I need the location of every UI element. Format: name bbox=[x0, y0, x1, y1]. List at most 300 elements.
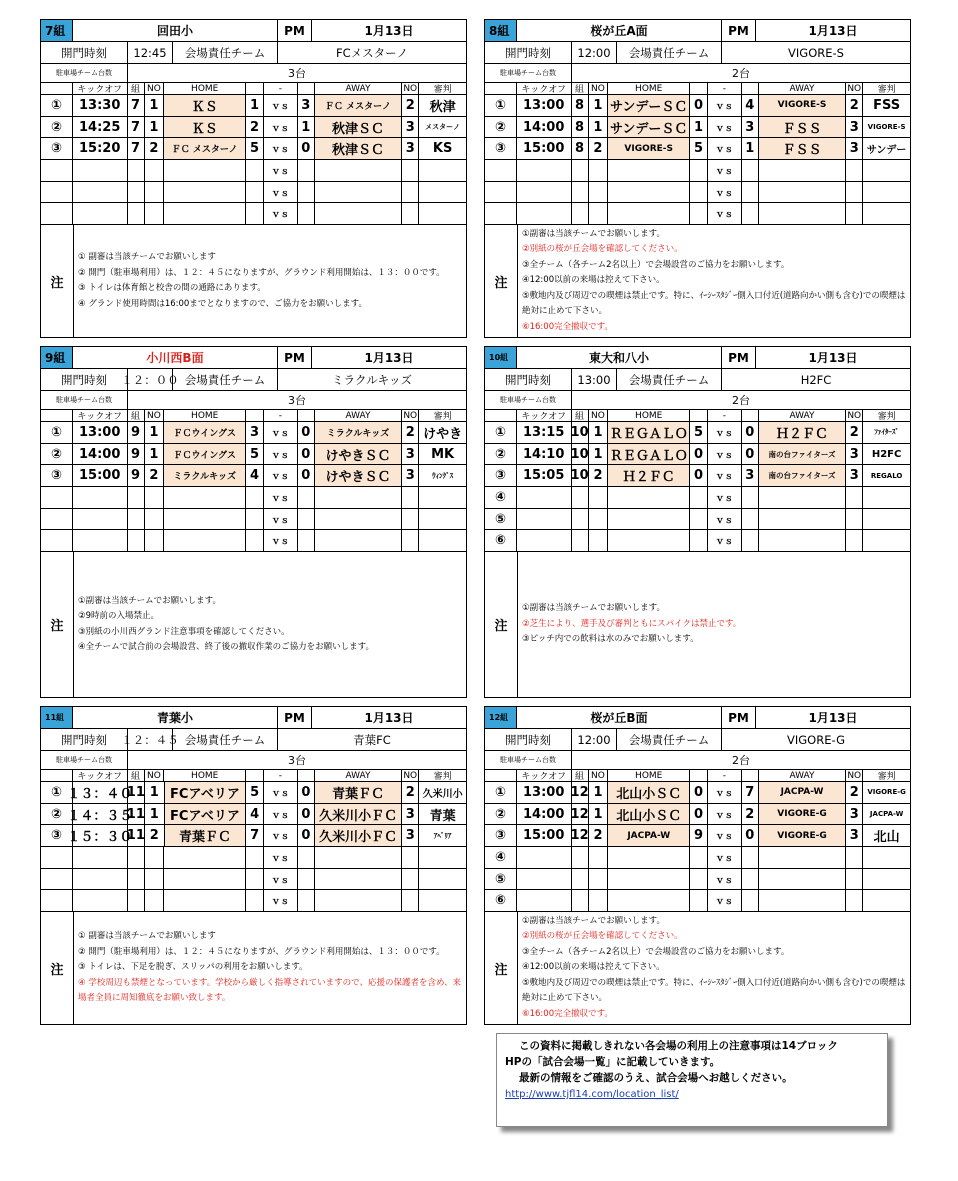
col-blank bbox=[485, 83, 517, 94]
note-line: ②9時前の入場禁止。 bbox=[78, 611, 160, 622]
match-away bbox=[315, 182, 403, 203]
match-hs bbox=[690, 509, 708, 530]
match-hs bbox=[246, 487, 264, 508]
match-away: VIGORE-S bbox=[759, 95, 847, 116]
match-g bbox=[572, 530, 589, 551]
note-line: ③全チーム（各チーム2名以上）で会場設営のご協力をお願いします。 bbox=[522, 259, 790, 270]
col-ref: 審判 bbox=[433, 85, 452, 95]
col-no: NO bbox=[145, 410, 165, 421]
match-ref bbox=[863, 530, 910, 551]
match-home: ＲＥＧＡＬＯ bbox=[608, 422, 690, 443]
match-home bbox=[608, 182, 690, 203]
match-num: ② bbox=[485, 444, 517, 465]
responsible-team: 青葉FC bbox=[353, 732, 391, 747]
match-time: 13:00 bbox=[73, 422, 128, 443]
block-header bbox=[41, 20, 466, 42]
match-hs bbox=[690, 487, 708, 508]
match-home bbox=[164, 530, 246, 551]
match-ref bbox=[419, 530, 466, 551]
match-n: 2 bbox=[589, 465, 609, 486]
match-num bbox=[41, 487, 73, 508]
open-info-row bbox=[485, 369, 910, 391]
notes-text bbox=[74, 552, 466, 697]
col-dash: - bbox=[708, 83, 742, 94]
match-hs bbox=[246, 160, 264, 181]
match-g bbox=[128, 890, 145, 911]
match-row bbox=[41, 804, 466, 826]
match-ref bbox=[863, 890, 910, 911]
match-num: ② bbox=[41, 117, 73, 138]
match-hs: 0 bbox=[690, 782, 708, 803]
match-g: 7 bbox=[128, 138, 145, 159]
session-label: PM bbox=[722, 347, 756, 368]
col-group: 組 bbox=[128, 770, 145, 781]
match-n: 1 bbox=[145, 117, 165, 138]
match-as: 0 bbox=[742, 422, 759, 443]
match-ref: 青葉 bbox=[429, 808, 456, 824]
notes-section bbox=[41, 912, 466, 1024]
match-n: 1 bbox=[145, 804, 165, 825]
match-an: 2 bbox=[402, 782, 419, 803]
match-an bbox=[846, 182, 863, 203]
venue-name: 回田小 bbox=[73, 20, 278, 41]
match-away: ミラクルキッズ bbox=[315, 422, 403, 443]
match-g bbox=[128, 869, 145, 890]
match-away: Ｈ２ＦＣ bbox=[759, 422, 847, 443]
note-line: ①副審は当該チームでお願いします。 bbox=[522, 603, 665, 614]
match-as: 0 bbox=[742, 444, 759, 465]
match-time: １４：３５ bbox=[73, 804, 128, 825]
session-label: PM bbox=[722, 20, 756, 41]
col-group: 組 bbox=[572, 770, 589, 781]
match-g bbox=[572, 487, 589, 508]
match-home bbox=[164, 890, 246, 911]
parking-row bbox=[41, 391, 466, 410]
note-line: ⑤敷地内及び周辺での喫煙は禁止です。特に、ｲｰｼｰｽﾀｼﾞｰ側入口付近(道路向かい側も含む)での喫煙は絶対に止めて下さい。 bbox=[522, 977, 906, 1004]
match-row bbox=[41, 203, 466, 225]
match-ref bbox=[863, 487, 910, 508]
col-away: AWAY bbox=[759, 410, 847, 421]
match-row bbox=[485, 530, 910, 552]
open-time-value: 12:45 bbox=[128, 42, 173, 63]
match-an: 3 bbox=[846, 444, 863, 465]
match-hs bbox=[246, 509, 264, 530]
match-away bbox=[759, 890, 847, 911]
match-row bbox=[485, 890, 910, 912]
match-n: 1 bbox=[145, 444, 165, 465]
match-time bbox=[517, 203, 572, 224]
match-g: 8 bbox=[572, 95, 589, 116]
match-home bbox=[164, 487, 246, 508]
match-row bbox=[485, 160, 910, 182]
match-vs: ｖｓ bbox=[264, 465, 298, 486]
block-header bbox=[485, 347, 910, 369]
match-ref: 久米川小 bbox=[422, 788, 463, 800]
parking-row bbox=[41, 64, 466, 83]
match-row bbox=[41, 847, 466, 869]
match-away bbox=[315, 509, 403, 530]
match-as bbox=[298, 869, 315, 890]
parking-count: 3台 bbox=[288, 67, 306, 80]
open-time-value: 12:00 bbox=[572, 42, 617, 63]
match-hs: 5 bbox=[246, 138, 264, 159]
match-row bbox=[485, 487, 910, 509]
match-an bbox=[846, 890, 863, 911]
match-vs: ｖｓ bbox=[708, 804, 742, 825]
match-hs bbox=[246, 182, 264, 203]
match-row bbox=[485, 825, 910, 847]
notes-section bbox=[41, 225, 466, 337]
match-ref bbox=[419, 203, 466, 224]
note-line: ①副審は当該チームでお願いします。 bbox=[78, 595, 221, 606]
col-no2: NO bbox=[846, 83, 863, 94]
match-time: 13:15 bbox=[517, 422, 572, 443]
match-an: 2 bbox=[846, 95, 863, 116]
match-date: 1月13日 bbox=[808, 351, 858, 365]
match-hs: 1 bbox=[246, 95, 264, 116]
match-home: ミラクルキッズ bbox=[164, 465, 246, 486]
match-home: 北山小ＳＣ bbox=[608, 782, 690, 803]
col-dash: - bbox=[708, 410, 742, 421]
match-num: ③ bbox=[485, 138, 517, 159]
match-n: 1 bbox=[589, 804, 609, 825]
column-header-row bbox=[41, 770, 466, 782]
parking-label: 駐車場チーム台数 bbox=[41, 391, 128, 409]
match-an: 3 bbox=[846, 825, 863, 846]
match-n: 1 bbox=[589, 117, 609, 138]
match-an bbox=[402, 890, 419, 911]
col-home: HOME bbox=[164, 410, 246, 421]
col-no2: NO bbox=[846, 770, 863, 781]
match-home: ＫＳ bbox=[164, 95, 246, 116]
match-row bbox=[485, 138, 910, 160]
match-an bbox=[846, 509, 863, 530]
match-hs: 5 bbox=[246, 444, 264, 465]
match-n bbox=[145, 869, 165, 890]
match-home: ＦＣ メスターノ bbox=[164, 138, 246, 159]
col-kickoff: キックオフ bbox=[517, 770, 572, 781]
parking-row bbox=[41, 751, 466, 770]
note-line: ① 副審は当該チームでお願いします bbox=[78, 252, 216, 263]
col-blank bbox=[485, 770, 517, 781]
match-hs: 3 bbox=[246, 422, 264, 443]
match-num bbox=[41, 160, 73, 181]
match-row bbox=[41, 487, 466, 509]
responsible-label: 会場責任チーム bbox=[617, 42, 722, 63]
match-time: 13:00 bbox=[517, 95, 572, 116]
match-vs: ｖｓ bbox=[708, 890, 742, 911]
match-home bbox=[608, 890, 690, 911]
match-away bbox=[759, 160, 847, 181]
open-time-label: 開門時刻 bbox=[485, 42, 572, 63]
open-time-value: 13:00 bbox=[572, 369, 617, 390]
schedule-block-11 bbox=[40, 706, 467, 1025]
match-row bbox=[41, 509, 466, 531]
match-date: 1月13日 bbox=[808, 711, 858, 725]
note-line: ③ トイレは、下足を脱ぎ、スリッパの利用をお願いします。 bbox=[78, 962, 308, 973]
match-hs: 0 bbox=[690, 465, 708, 486]
match-ref: FSS bbox=[873, 97, 901, 113]
match-row bbox=[485, 869, 910, 891]
match-vs: ｖｓ bbox=[264, 825, 298, 846]
location-list-link[interactable]: http://www.tjfl14.com/location_list/ bbox=[505, 1089, 679, 1100]
schedule-block-9 bbox=[40, 346, 467, 698]
match-home: Ｈ２ＦＣ bbox=[608, 465, 690, 486]
match-row bbox=[485, 182, 910, 204]
col-blank bbox=[485, 410, 517, 421]
col-kickoff: キックオフ bbox=[73, 410, 128, 421]
match-an bbox=[402, 203, 419, 224]
match-g bbox=[572, 203, 589, 224]
col-kickoff: キックオフ bbox=[517, 83, 572, 94]
match-vs: ｖｓ bbox=[708, 117, 742, 138]
col-no: NO bbox=[589, 83, 609, 94]
match-an bbox=[846, 869, 863, 890]
match-away bbox=[759, 509, 847, 530]
col-blank bbox=[298, 410, 315, 421]
venue-name: 青葉小 bbox=[73, 707, 278, 728]
responsible-label: 会場責任チーム bbox=[617, 369, 722, 390]
match-num bbox=[485, 160, 517, 181]
match-ref bbox=[419, 487, 466, 508]
match-time: 14:25 bbox=[73, 117, 128, 138]
match-hs bbox=[690, 890, 708, 911]
match-time: 14:00 bbox=[517, 117, 572, 138]
match-num: ⑥ bbox=[485, 530, 517, 551]
match-n bbox=[145, 847, 165, 868]
match-time: 15:00 bbox=[517, 825, 572, 846]
col-home: HOME bbox=[608, 83, 690, 94]
col-blank bbox=[298, 770, 315, 781]
match-time: 14:00 bbox=[517, 804, 572, 825]
block-header bbox=[41, 347, 466, 369]
match-hs: 4 bbox=[246, 465, 264, 486]
match-away: 久米川小ＦＣ bbox=[315, 804, 403, 825]
match-away bbox=[759, 847, 847, 868]
match-n: 1 bbox=[589, 95, 609, 116]
col-no2: NO bbox=[402, 770, 419, 781]
col-away: AWAY bbox=[759, 83, 847, 94]
match-n: 1 bbox=[145, 782, 165, 803]
match-num: ② bbox=[485, 117, 517, 138]
match-an: 3 bbox=[846, 138, 863, 159]
match-hs: 2 bbox=[246, 117, 264, 138]
match-g bbox=[572, 890, 589, 911]
match-home bbox=[164, 509, 246, 530]
match-ref: 秋津 bbox=[429, 99, 456, 115]
match-hs: 7 bbox=[246, 825, 264, 846]
match-g: 12 bbox=[572, 825, 589, 846]
match-num: ⑤ bbox=[485, 509, 517, 530]
match-num: ⑤ bbox=[485, 869, 517, 890]
match-vs: ｖｓ bbox=[708, 465, 742, 486]
match-row bbox=[41, 530, 466, 552]
notes-label: 注 bbox=[41, 225, 74, 337]
col-group: 組 bbox=[572, 83, 589, 94]
match-an bbox=[402, 509, 419, 530]
match-home bbox=[608, 509, 690, 530]
match-an: 3 bbox=[402, 444, 419, 465]
match-away bbox=[759, 869, 847, 890]
group-tag: 10組 bbox=[485, 347, 517, 368]
match-row bbox=[41, 138, 466, 160]
match-as: 0 bbox=[298, 465, 315, 486]
col-dash: - bbox=[264, 770, 298, 781]
match-num bbox=[41, 869, 73, 890]
match-an: 3 bbox=[402, 117, 419, 138]
match-num: ① bbox=[485, 95, 517, 116]
match-ref: 北山 bbox=[873, 830, 900, 846]
match-row bbox=[41, 890, 466, 912]
match-row bbox=[485, 117, 910, 139]
match-away: 秋津ＳＣ bbox=[315, 138, 403, 159]
match-away bbox=[759, 203, 847, 224]
match-n bbox=[589, 487, 609, 508]
responsible-label: 会場責任チーム bbox=[173, 42, 278, 63]
match-ref: KS bbox=[432, 141, 453, 157]
col-home: HOME bbox=[164, 83, 246, 94]
match-num: ① bbox=[485, 422, 517, 443]
match-as bbox=[298, 182, 315, 203]
note-line: ③ トイレは体育館と校舎の間の通路にあります。 bbox=[78, 283, 266, 294]
match-home bbox=[164, 203, 246, 224]
match-vs: ｖｓ bbox=[708, 160, 742, 181]
match-g: 9 bbox=[128, 422, 145, 443]
parking-count: 2台 bbox=[732, 67, 750, 80]
match-as bbox=[742, 530, 759, 551]
match-num bbox=[41, 530, 73, 551]
note-line: ②別紙の桜が丘会場を確認してください。 bbox=[522, 244, 683, 255]
match-away bbox=[315, 847, 403, 868]
column-header-row bbox=[41, 83, 466, 95]
match-vs: ｖｓ bbox=[708, 138, 742, 159]
match-time bbox=[73, 847, 128, 868]
venue-name: 小川西B面 bbox=[73, 347, 278, 368]
match-home bbox=[608, 530, 690, 551]
notes-label: 注 bbox=[485, 225, 518, 337]
match-g bbox=[128, 487, 145, 508]
match-ref bbox=[419, 869, 466, 890]
match-row bbox=[41, 825, 466, 847]
match-g bbox=[128, 509, 145, 530]
match-num: ④ bbox=[485, 847, 517, 868]
match-time: 15:05 bbox=[517, 465, 572, 486]
match-ref bbox=[863, 160, 910, 181]
responsible-team: VIGORE-S bbox=[788, 45, 844, 60]
note-line: ①副審は当該チームでお願いします。 bbox=[522, 228, 665, 239]
col-no: NO bbox=[589, 770, 609, 781]
match-home: ＫＳ bbox=[164, 117, 246, 138]
match-time bbox=[73, 530, 128, 551]
match-n: 1 bbox=[589, 422, 609, 443]
match-n: 2 bbox=[145, 465, 165, 486]
match-as bbox=[742, 847, 759, 868]
match-time bbox=[517, 869, 572, 890]
open-info-row bbox=[41, 729, 466, 751]
match-time bbox=[517, 509, 572, 530]
col-home: HOME bbox=[608, 770, 690, 781]
match-num: ③ bbox=[485, 825, 517, 846]
match-vs: ｖｓ bbox=[708, 182, 742, 203]
parking-label: 駐車場チーム台数 bbox=[485, 751, 572, 769]
match-away bbox=[315, 530, 403, 551]
match-vs: ｖｓ bbox=[264, 203, 298, 224]
col-group: 組 bbox=[128, 410, 145, 421]
open-time-label: 開門時刻 bbox=[41, 729, 128, 750]
responsible-team: VIGORE-G bbox=[787, 732, 845, 747]
match-n: 2 bbox=[145, 825, 165, 846]
match-vs: ｖｓ bbox=[708, 203, 742, 224]
match-an: 2 bbox=[846, 782, 863, 803]
open-time-label: 開門時刻 bbox=[485, 729, 572, 750]
match-ref: REGALO bbox=[870, 471, 903, 480]
match-row bbox=[485, 804, 910, 826]
match-vs: ｖｓ bbox=[708, 847, 742, 868]
match-hs: 5 bbox=[690, 138, 708, 159]
match-g: 10 bbox=[572, 422, 589, 443]
open-info-row bbox=[41, 42, 466, 64]
match-as bbox=[742, 509, 759, 530]
responsible-label: 会場責任チーム bbox=[173, 729, 278, 750]
match-an bbox=[402, 847, 419, 868]
match-home bbox=[164, 160, 246, 181]
session-label: PM bbox=[278, 20, 312, 41]
match-num: ③ bbox=[485, 465, 517, 486]
match-g: 8 bbox=[572, 138, 589, 159]
match-hs: 9 bbox=[690, 825, 708, 846]
match-vs: ｖｓ bbox=[708, 782, 742, 803]
match-g: 7 bbox=[128, 95, 145, 116]
col-no: NO bbox=[589, 410, 609, 421]
match-g bbox=[572, 847, 589, 868]
match-an bbox=[846, 847, 863, 868]
parking-row bbox=[485, 64, 910, 83]
match-n bbox=[589, 509, 609, 530]
match-ref: JACPA-W bbox=[869, 810, 904, 819]
session-label: PM bbox=[722, 707, 756, 728]
col-no: NO bbox=[145, 83, 165, 94]
match-hs bbox=[246, 869, 264, 890]
match-n bbox=[589, 847, 609, 868]
responsible-team: ミラクルキッズ bbox=[332, 372, 412, 387]
match-hs: 1 bbox=[690, 117, 708, 138]
notes-section bbox=[41, 552, 466, 697]
match-num: ② bbox=[41, 444, 73, 465]
match-num: ① bbox=[41, 422, 73, 443]
note-line: ③全チーム（各チーム2名以上）で会場設営のご協力をお願いします。 bbox=[522, 946, 790, 957]
match-as bbox=[742, 160, 759, 181]
notes-label: 注 bbox=[485, 552, 518, 697]
match-hs bbox=[246, 890, 264, 911]
match-as bbox=[742, 203, 759, 224]
col-away: AWAY bbox=[315, 770, 403, 781]
match-time: 15:20 bbox=[73, 138, 128, 159]
match-vs: ｖｓ bbox=[708, 444, 742, 465]
open-time-value: １２：００ bbox=[128, 369, 173, 390]
match-date: 1月13日 bbox=[364, 24, 414, 38]
column-header-row bbox=[485, 410, 910, 422]
match-vs: ｖｓ bbox=[264, 804, 298, 825]
note-line: ② 開門（駐車場利用）は、１２：４５になりますが、グラウンド利用開始は、１３：００です。 bbox=[78, 946, 445, 957]
match-time bbox=[517, 160, 572, 181]
match-an bbox=[846, 530, 863, 551]
schedule-block-8 bbox=[484, 19, 911, 338]
match-time bbox=[73, 182, 128, 203]
match-hs bbox=[246, 847, 264, 868]
schedule-block-10 bbox=[484, 346, 911, 698]
col-blank bbox=[742, 410, 759, 421]
match-num: ③ bbox=[41, 465, 73, 486]
